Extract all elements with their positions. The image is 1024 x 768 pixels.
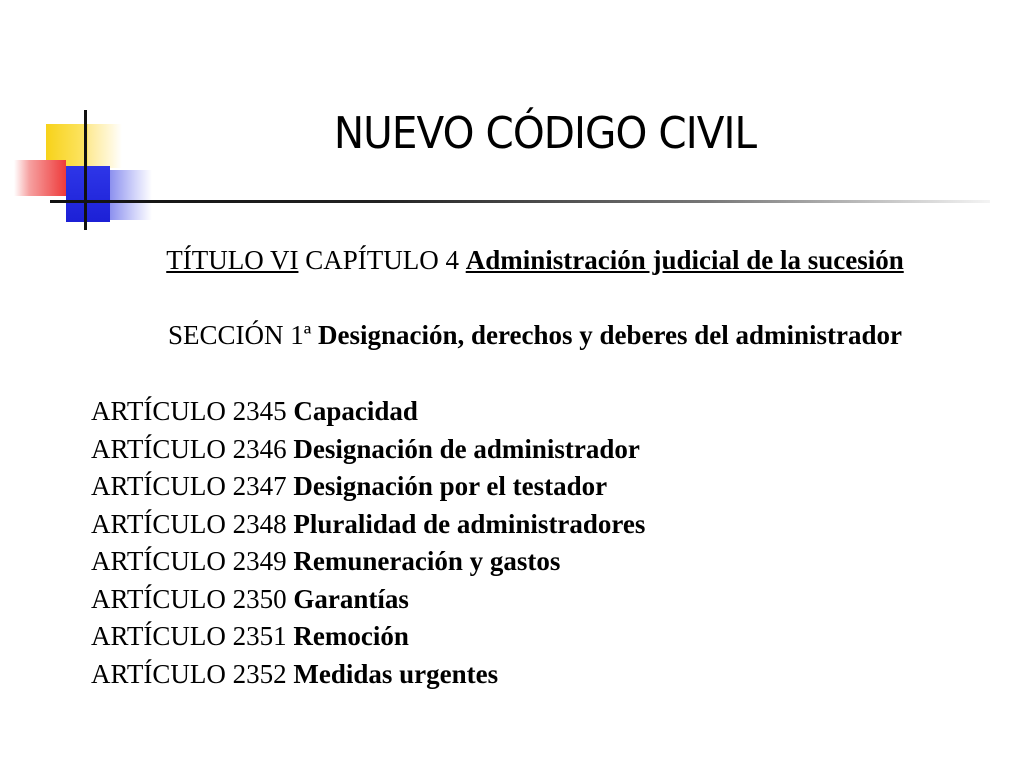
article-item <box>91 506 645 544</box>
article-label: ARTÍCULO 2349 <box>91 546 287 576</box>
article-name: Garantías <box>293 583 409 614</box>
article-name: Medidas urgentes <box>293 658 499 689</box>
article-name: Designación por el testador <box>293 471 608 501</box>
article-item <box>91 431 645 469</box>
seccion-label: SECCIÓN 1ª <box>168 320 312 350</box>
red-square <box>14 160 66 196</box>
article-name: Remuneración y gastos <box>293 546 561 576</box>
titulo-heading <box>0 245 1024 276</box>
titulo-name: Administración judicial de la sucesión <box>465 245 904 275</box>
article-label: ARTÍCULO 2352 <box>91 658 287 689</box>
article-label: ARTÍCULO 2345 <box>91 396 287 426</box>
article-item <box>91 543 645 581</box>
article-list <box>91 393 645 693</box>
title-underline-rule <box>50 200 990 203</box>
capitulo-label: CAPÍTULO 4 <box>305 245 459 275</box>
article-item <box>91 468 645 506</box>
article-label: ARTÍCULO 2348 <box>91 508 287 539</box>
titulo-label: TÍTULO VI <box>166 245 299 275</box>
article-name: Remoción <box>293 621 409 651</box>
article-item <box>91 656 645 694</box>
article-label: ARTÍCULO 2350 <box>91 583 287 614</box>
article-label: ARTÍCULO 2351 <box>91 621 287 651</box>
article-item <box>91 618 645 656</box>
blue-square-fade <box>110 170 152 220</box>
article-label: ARTÍCULO 2347 <box>91 471 287 501</box>
seccion-name: Designación, derechos y deberes del administrador <box>317 320 902 350</box>
article-label: ARTÍCULO 2346 <box>91 433 287 464</box>
article-name: Pluralidad de administradores <box>293 508 646 539</box>
article-item <box>91 393 645 431</box>
seccion-heading <box>0 320 1024 351</box>
slide-title: NUEVO CÓDIGO CIVIL <box>333 108 757 159</box>
article-item <box>91 581 645 619</box>
article-name: Capacidad <box>293 396 418 426</box>
article-name: Designación de administrador <box>293 433 640 464</box>
blue-square <box>66 166 110 222</box>
